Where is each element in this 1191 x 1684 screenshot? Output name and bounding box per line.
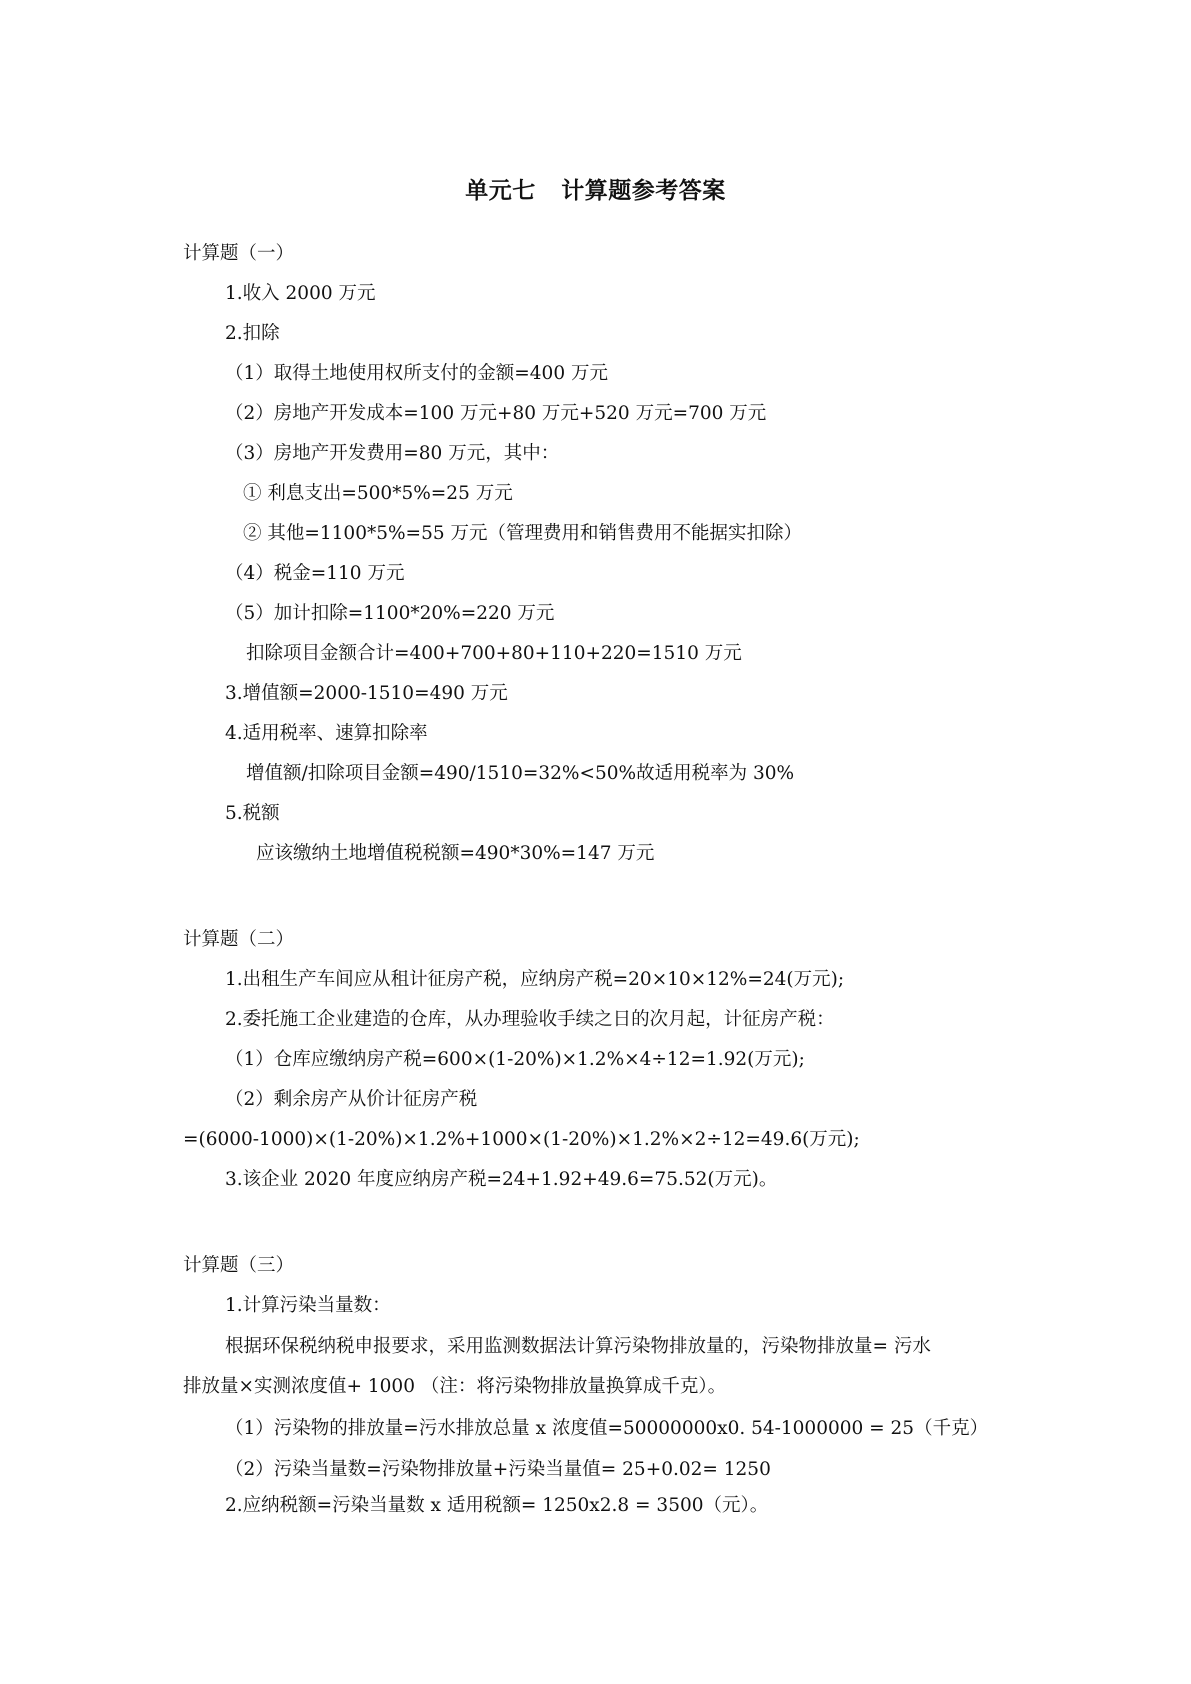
text-line: （1）污染物的排放量=污水排放总量 x 浓度值=50000000x0. 54-1000000 = 25（千克） [225, 1418, 989, 1439]
text-line: 2.应纳税额=污染当量数 x 适用税额= 1250x2.8 = 3500（元）。 [225, 1495, 769, 1516]
text-line: 扣除项目金额合计=400+700+80+110+220=1510 万元 [246, 643, 742, 664]
text-line: （2）剩余房产从价计征房产税 [225, 1089, 478, 1110]
text-line: 2.委托施工企业建造的仓库，从办理验收手续之日的次月起，计征房产税： [225, 1009, 835, 1030]
page-title: 单元七 计算题参考答案 [465, 178, 726, 204]
section-heading: 计算题（二） [183, 929, 295, 950]
text-line: 1.计算污染当量数： [225, 1295, 391, 1316]
text-line: 2.扣除 [225, 323, 280, 344]
text-line: 应该缴纳土地增值税税额=490*30%=147 万元 [256, 843, 655, 864]
text-line: ② 其他=1100*5%=55 万元（管理费用和销售费用不能据实扣除） [243, 523, 802, 544]
text-line: =(6000-1000)×(1-20%)×1.2%+1000×(1-20%)×1.2%×2÷12=49.6(万元); [183, 1129, 860, 1150]
text-line: （2）污染当量数=污染物排放量+污染当量值= 25+0.02= 1250 [225, 1459, 771, 1480]
text-line: ① 利息支出=500*5%=25 万元 [243, 483, 513, 504]
text-line: 4.适用税率、速算扣除率 [225, 723, 428, 744]
text-line: 1.收入 2000 万元 [225, 283, 376, 304]
text-line: 排放量×实测浓度值+ 1000 （注：将污染物排放量换算成千克）。 [183, 1376, 727, 1397]
text-line: （2）房地产开发成本=100 万元+80 万元+520 万元=700 万元 [225, 403, 767, 424]
text-line: （5）加计扣除=1100*20%=220 万元 [225, 603, 555, 624]
text-line: （1）取得土地使用权所支付的金额=400 万元 [225, 363, 608, 384]
section-heading: 计算题（三） [183, 1255, 295, 1276]
text-line: 3.该企业 2020 年度应纳房产税=24+1.92+49.6=75.52(万元)。 [225, 1169, 778, 1190]
text-line: （3）房地产开发费用=80 万元，其中： [225, 443, 560, 464]
text-line: （1）仓库应缴纳房产税=600×(1-20%)×1.2%×4÷12=1.92(万元); [225, 1049, 805, 1070]
text-line: 1.出租生产车间应从租计征房产税，应纳房产税=20×10×12%=24(万元); [225, 969, 845, 990]
text-line: 5.税额 [225, 803, 280, 824]
text-line: （4）税金=110 万元 [225, 563, 405, 584]
text-line: 3.增值额=2000-1510=490 万元 [225, 683, 508, 704]
text-line: 增值额/扣除项目金额=490/1510=32%<50%故适用税率为 30% [246, 763, 795, 784]
section-heading: 计算题（一） [183, 243, 295, 264]
text-line: 根据环保税纳税申报要求，采用监测数据法计算污染物排放量的，污染物排放量= 污水 [225, 1336, 931, 1357]
